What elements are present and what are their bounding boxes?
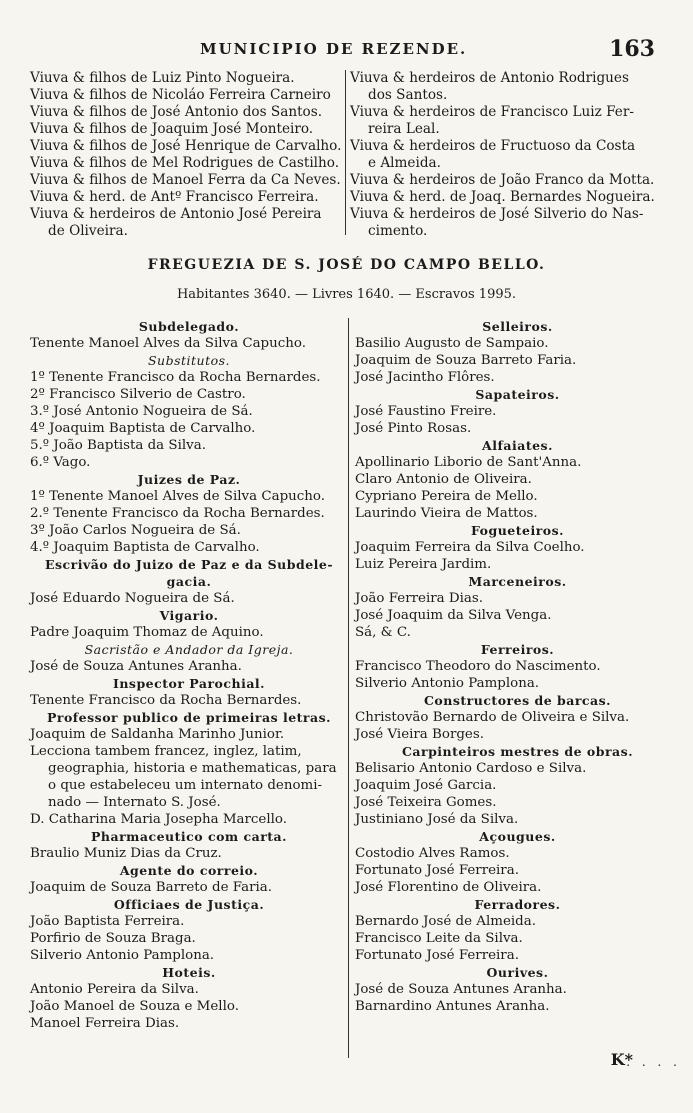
list-item: Francisco Theodoro do Nascimento. xyxy=(355,659,601,674)
list-item: Tenente Manoel Alves da Silva Capucho. xyxy=(30,336,306,351)
list-item: José Pinto Rosas. xyxy=(355,421,472,436)
list-item: Padre Joaquim Thomaz de Aquino. xyxy=(30,625,264,640)
list-item: Joaquim José Garcia. xyxy=(355,778,497,793)
top-entry: Viuva & filhos de Nicoláo Ferreira Carneiro xyxy=(30,87,331,103)
category-heading: Ferreiros. xyxy=(480,642,555,657)
list-item: 2.º Tenente Francisco da Rocha Bernardes. xyxy=(30,506,325,521)
top-entry: Viuva & filhos de Joaquim José Monteiro. xyxy=(30,121,314,137)
list-item: Silverio Antonio Pamplona. xyxy=(355,676,540,691)
category-heading: Subdelegado. xyxy=(138,319,240,334)
list-item: João Ferreira Dias. xyxy=(355,591,483,606)
list-item: 1º Tenente Francisco da Rocha Bernardes. xyxy=(30,370,321,385)
page-number: 163 xyxy=(609,36,655,62)
category-heading: Carpinteiros mestres de obras. xyxy=(401,744,634,759)
category-heading: Escrivão do Juizo de Paz e da Subdele- xyxy=(44,557,334,572)
list-item: Joaquim Ferreira da Silva Coelho. xyxy=(355,540,585,555)
list-item: o que estabeleceu um internato denomi- xyxy=(48,778,323,793)
list-item: 2º Francisco Silverio de Castro. xyxy=(30,387,246,402)
parish-directory xyxy=(30,318,680,1078)
top-entry: Viuva & herdeiros de Antonio Rodrigues xyxy=(350,70,629,86)
list-item: Porfirio de Souza Braga. xyxy=(30,931,196,946)
population-stats: Habitantes 3640. — Livres 1640. — Escravos 1995. xyxy=(176,287,517,302)
list-item: Fortunato José Ferreira. xyxy=(355,948,519,963)
top-entry: Viuva & filhos de Manoel Ferra da Ca Neves. xyxy=(30,172,341,188)
lower-left-column xyxy=(30,318,348,1032)
category-heading: Fogueteiros. xyxy=(470,523,565,538)
list-item: Manoel Ferreira Dias. xyxy=(30,1016,180,1031)
list-item: Tenente Francisco da Rocha Bernardes. xyxy=(30,693,302,708)
list-item: José Faustino Freire. xyxy=(355,404,497,419)
category-heading: Ourives. xyxy=(486,965,549,980)
list-item: Silverio Antonio Pamplona. xyxy=(30,948,215,963)
category-heading: Marceneiros. xyxy=(468,574,567,589)
top-entry: Viuva & herdeiros de Antonio José Pereira xyxy=(30,206,322,222)
category-heading: Sapateiros. xyxy=(475,387,560,402)
top-entry: Viuva & herdeiros de Francisco Luiz Fer- xyxy=(350,104,634,120)
column-divider xyxy=(348,318,349,1058)
top-entry: Viuva & filhos de Luiz Pinto Nogueira. xyxy=(30,70,295,86)
category-heading: Constructores de barcas. xyxy=(423,693,612,708)
list-item: José Florentino de Oliveira. xyxy=(355,880,542,895)
list-item: Bernardo José de Almeida. xyxy=(355,914,536,929)
list-item: Joaquim de Souza Barreto de Faria. xyxy=(30,880,273,895)
list-item: José de Souza Antunes Aranha. xyxy=(30,659,242,674)
top-entry: Viuva & filhos de Mel Rodrigues de Castilho. xyxy=(30,155,340,171)
category-heading: Inspector Parochial. xyxy=(112,676,266,691)
top-entry: e Almeida. xyxy=(368,155,441,171)
top-entry: reira Leal. xyxy=(368,121,440,137)
top-entry: Viuva & filhos de José Henrique de Carvalho. xyxy=(30,138,342,154)
list-item: 5.º João Baptista da Silva. xyxy=(30,438,206,453)
list-item: João Baptista Ferreira. xyxy=(30,914,185,929)
top-left-column xyxy=(30,70,348,240)
list-item: 6.º Vago. xyxy=(30,455,91,470)
top-entry: dos Santos. xyxy=(368,87,448,103)
signature-mark: K* xyxy=(610,1050,633,1069)
list-item: José de Souza Antunes Aranha. xyxy=(355,982,567,997)
top-entry: cimento. xyxy=(368,223,428,239)
list-item: Antonio Pereira da Silva. xyxy=(30,982,199,997)
list-item: José Teixeira Gomes. xyxy=(355,795,497,810)
list-item: José Vieira Borges. xyxy=(355,727,484,742)
category-heading: Sacristão e Andador da Igreja. xyxy=(84,642,294,657)
list-item: geographia, historia e mathematicas, para xyxy=(48,761,337,776)
category-heading: Officiaes de Justiça. xyxy=(113,897,265,912)
list-item: 4º Joaquim Baptista de Carvalho. xyxy=(30,421,256,436)
list-item: Costodio Alves Ramos. xyxy=(355,846,510,861)
list-item: Basilio Augusto de Sampaio. xyxy=(355,336,549,351)
list-item: Justiniano José da Silva. xyxy=(355,812,519,827)
widows-heirs-list xyxy=(30,70,670,240)
category-heading: Selleiros. xyxy=(482,319,553,334)
category-heading: gacia. xyxy=(166,574,212,589)
column-divider xyxy=(345,70,346,235)
list-item: Joaquim de Saldanha Marinho Junior. xyxy=(30,727,285,742)
footer-dots: . . . . xyxy=(626,1055,681,1069)
list-item: Cypriano Pereira de Mello. xyxy=(355,489,538,504)
list-item: Braulio Muniz Dias da Cruz. xyxy=(30,846,222,861)
category-heading: Professor publico de primeiras letras. xyxy=(46,710,332,725)
list-item: Laurindo Vieira de Mattos. xyxy=(355,506,538,521)
list-item: D. Catharina Maria Josepha Marcello. xyxy=(30,812,287,827)
list-item: José Joaquim da Silva Venga. xyxy=(355,608,552,623)
page-header xyxy=(0,36,693,68)
list-item: nado — Internato S. José. xyxy=(48,795,221,810)
top-entry: Viuva & filhos de José Antonio dos Santos. xyxy=(30,104,323,120)
category-heading: Hoteis. xyxy=(162,965,216,980)
list-item: Sá, & C. xyxy=(355,625,411,640)
list-item: 1º Tenente Manoel Alves de Silva Capucho. xyxy=(30,489,325,504)
list-item: Barnardino Antunes Aranha. xyxy=(355,999,550,1014)
list-item: José Eduardo Nogueira de Sá. xyxy=(30,591,235,606)
list-item: Francisco Leite da Silva. xyxy=(355,931,523,946)
top-entry: Viuva & herdeiros de José Silverio do Nas- xyxy=(350,206,644,222)
list-item: João Manoel de Souza e Mello. xyxy=(30,999,239,1014)
list-item: Apollinario Liborio de Sant'Anna. xyxy=(355,455,582,470)
top-entry: Viuva & herd. de Antº Francisco Ferreira. xyxy=(30,189,319,205)
list-item: 3.º José Antonio Nogueira de Sá. xyxy=(30,404,253,419)
top-entry: Viuva & herdeiros de João Franco da Motta. xyxy=(350,172,655,188)
category-heading: Agente do correio. xyxy=(119,863,259,878)
list-item: Christovão Bernardo de Oliveira e Silva. xyxy=(355,710,630,725)
top-entry: Viuva & herd. de Joaq. Bernardes Nogueira. xyxy=(350,189,655,205)
top-entry: Viuva & herdeiros de Fructuoso da Costa xyxy=(350,138,636,154)
list-item: Fortunato José Ferreira. xyxy=(355,863,519,878)
category-heading: Vigario. xyxy=(159,608,219,623)
list-item: Lecciona tambem francez, inglez, latim, xyxy=(30,744,302,759)
category-heading: Açougues. xyxy=(479,829,556,844)
lower-right-column xyxy=(355,318,680,1015)
list-item: Joaquim de Souza Barreto Faria. xyxy=(355,353,577,368)
list-item: Luiz Pereira Jardim. xyxy=(355,557,492,572)
top-right-column xyxy=(350,70,675,240)
list-item: 3º João Carlos Nogueira de Sá. xyxy=(30,523,241,538)
category-heading: Juizes de Paz. xyxy=(137,472,241,487)
section-title: FREGUEZIA DE S. JOSÉ DO CAMPO BELLO. xyxy=(147,257,546,273)
category-heading: Pharmaceutico com carta. xyxy=(90,829,288,844)
category-heading: Ferradores. xyxy=(474,897,561,912)
list-item: Belisario Antonio Cardoso e Silva. xyxy=(355,761,587,776)
category-heading: Substitutos. xyxy=(147,353,231,368)
list-item: Claro Antonio de Oliveira. xyxy=(355,472,532,487)
list-item: 4.º Joaquim Baptista de Carvalho. xyxy=(30,540,260,555)
category-heading: Alfaiates. xyxy=(482,438,553,453)
top-entry: de Oliveira. xyxy=(48,223,128,239)
list-item: José Jacintho Flôres. xyxy=(355,370,495,385)
running-title: MUNICIPIO DE REZENDE. xyxy=(200,40,468,58)
